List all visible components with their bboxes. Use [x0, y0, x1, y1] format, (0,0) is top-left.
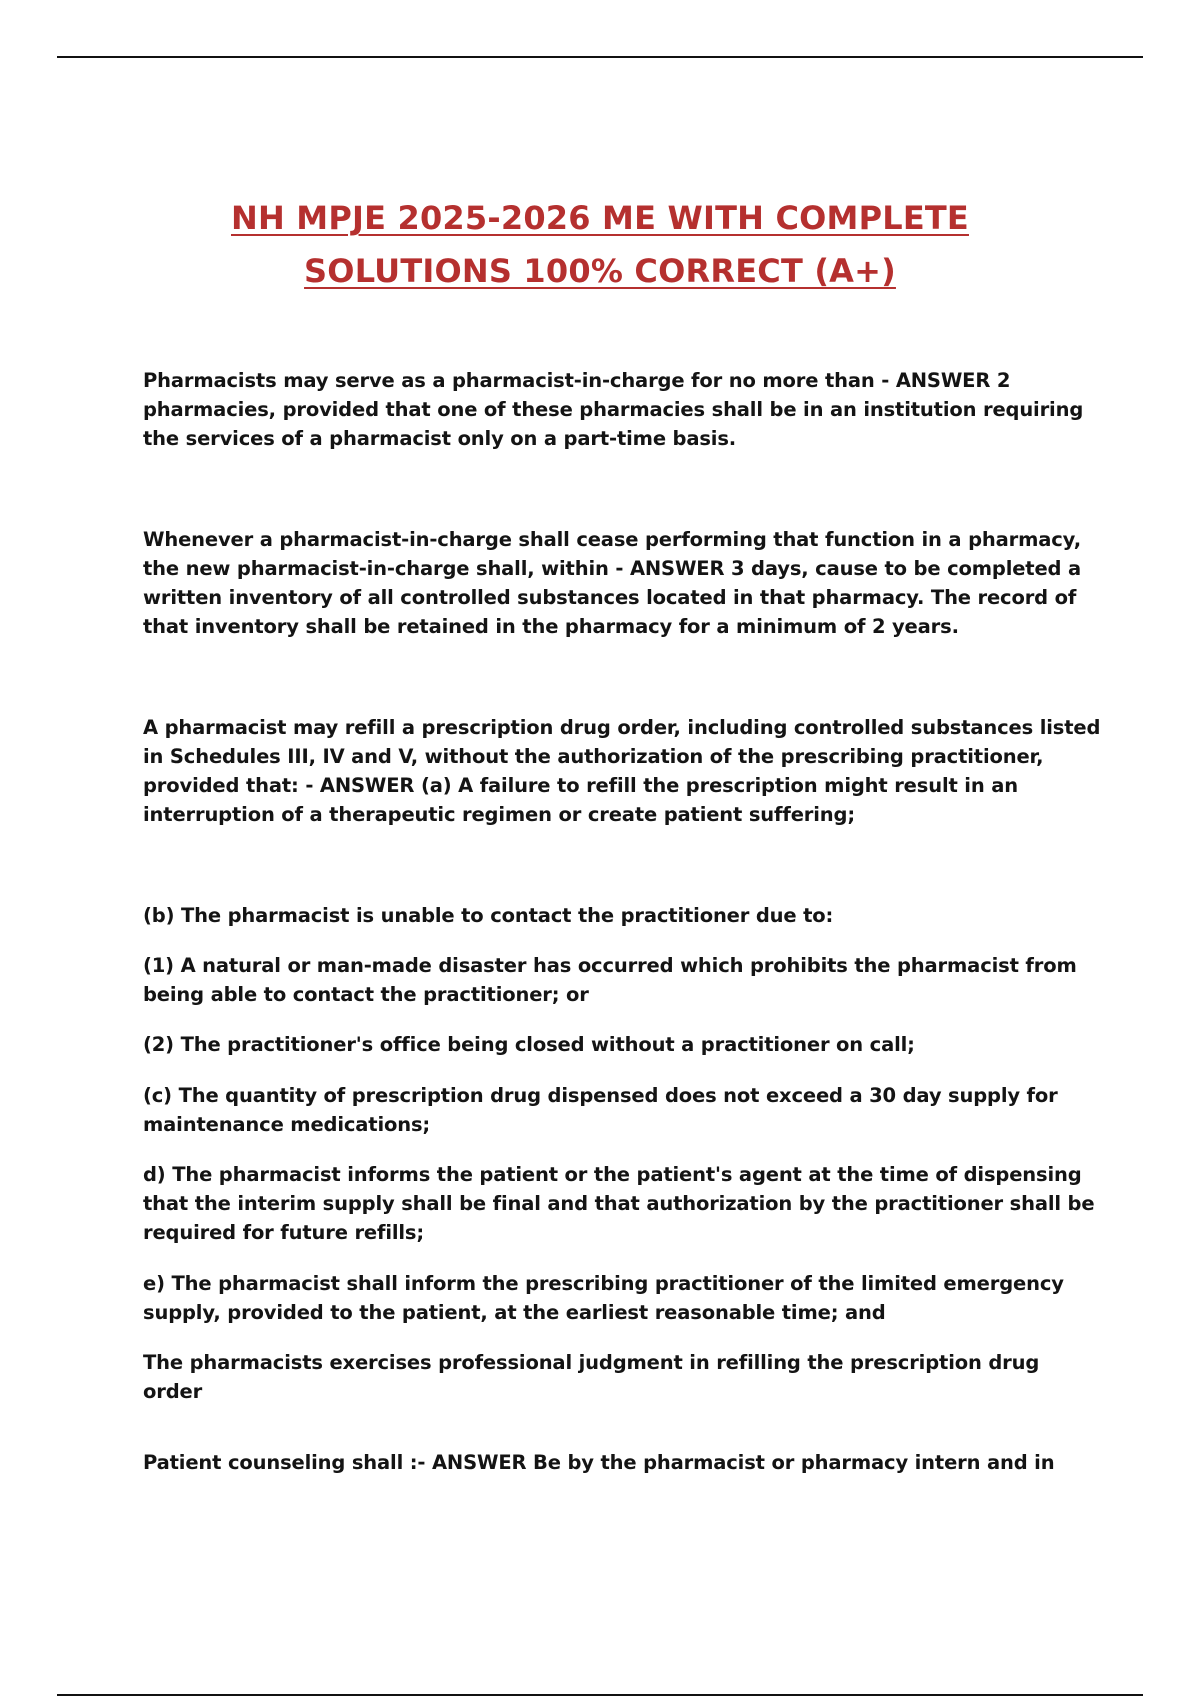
paragraph-condition-e: e) The pharmacist shall inform the prescribing practitioner of the limited emergency supply, provided to the patient, at the earliest reasonable time; and	[143, 1272, 1064, 1324]
paragraph-professional-judgment: The pharmacists exercises professional judgment in refilling the prescription drug order	[143, 1351, 1040, 1403]
paragraph-patient-counseling: Patient counseling shall :- ANSWER Be by the pharmacist or pharmacy intern and in	[143, 1451, 1055, 1474]
paragraph-condition-d: d) The pharmacist informs the patient or the patient's agent at the time of dispensing that the interim supply shall be final and that authorization by the practitioner shall be required for future refills;	[143, 1163, 1095, 1244]
paragraph-condition-c: (c) The quantity of prescription drug dispensed does not exceed a 30 day supply for maintenance medications;	[143, 1084, 1058, 1136]
paragraph-pic-limit: Pharmacists may serve as a pharmacist-in-charge for no more than - ANSWER 2 pharmacies, provided that one of these pharmacies shall be in an institution requiring the services of a pharmacist only on a part-time basis.	[143, 369, 1084, 450]
paragraph-condition-b2: (2) The practitioner's office being closed without a practitioner on call;	[143, 1033, 915, 1056]
title-line-1: NH MPJE 2025-2026 ME WITH COMPLETE	[231, 199, 969, 237]
paragraph-pic-inventory: Whenever a pharmacist-in-charge shall cease performing that function in a pharmacy, the new pharmacist-in-charge shall, within - ANSWER 3 days, cause to be completed a written inventory of all controlled substances located in that pharmacy. The record of that inventory shall be retained in the pharmacy for a minimum of 2 years.	[143, 528, 1082, 638]
document-title	[0, 192, 1200, 298]
top-rule	[57, 56, 1143, 58]
paragraph-condition-b: (b) The pharmacist is unable to contact the practitioner due to:	[143, 904, 834, 927]
bottom-rule	[57, 1694, 1143, 1696]
paragraph-condition-b1: (1) A natural or man-made disaster has occurred which prohibits the pharmacist from being able to contact the practitioner; or	[143, 954, 1077, 1006]
paragraph-refill-conditions: A pharmacist may refill a prescription drug order, including controlled substances listed in Schedules III, IV and V, without the authorization of the prescribing practitioner, provided that: - ANSWER (a) A failure to refill the prescription might result in an interruption of a therapeutic regimen or create patient suffering;	[143, 716, 1101, 826]
title-line-2: SOLUTIONS 100% CORRECT (A+)	[304, 252, 896, 290]
